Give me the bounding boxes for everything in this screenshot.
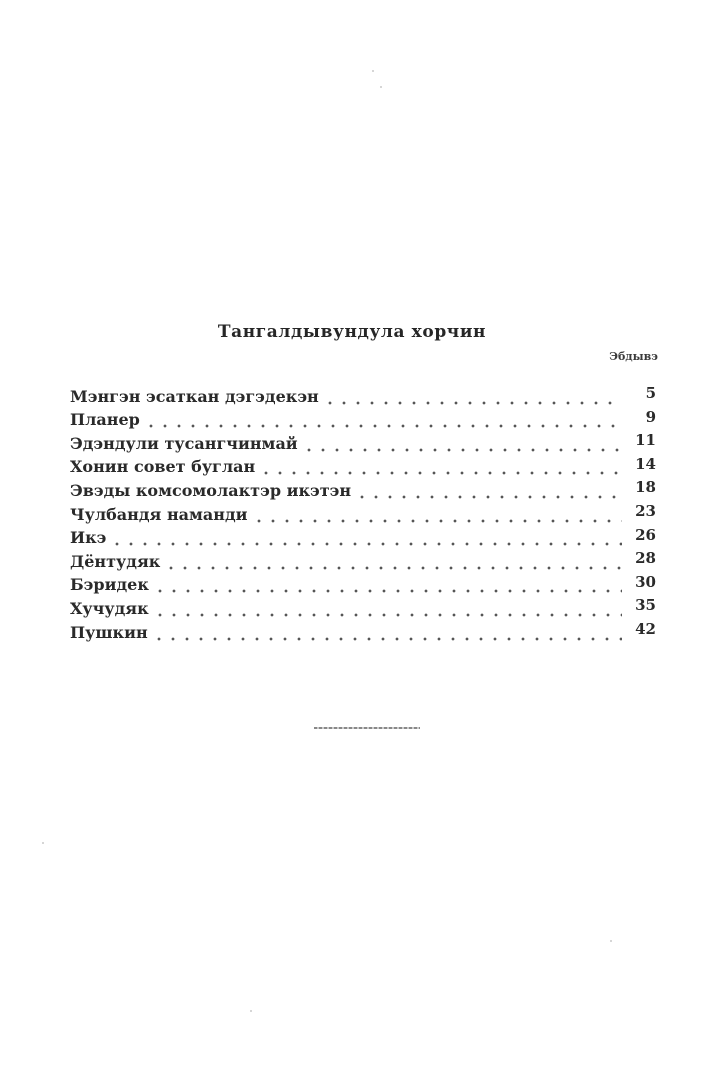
toc-entry <box>70 572 660 596</box>
paper-speck <box>380 86 382 88</box>
toc-entry-title: Эдэндули тусангчинмай <box>70 434 302 454</box>
toc-entry-page: 28 <box>635 549 656 568</box>
toc-entry-page: 26 <box>635 525 656 544</box>
page-column-label: Эбдывэ <box>609 350 658 363</box>
dot-leader <box>323 387 622 407</box>
dot-leader <box>152 623 622 643</box>
toc-entry <box>70 477 660 501</box>
paper-speck <box>610 940 612 942</box>
toc-entry <box>70 619 660 643</box>
toc-entry-page: 18 <box>635 478 656 497</box>
dot-leader <box>259 457 622 477</box>
paper-speck <box>42 842 44 844</box>
dot-leader <box>153 575 622 595</box>
end-divider <box>314 727 420 729</box>
toc-entry <box>70 595 660 619</box>
toc-entry-title: Хонин совет буглан <box>70 457 259 477</box>
toc-list <box>70 383 660 643</box>
toc-entry-title: Эвэды комсомолактэр икэтэн <box>70 481 355 501</box>
dot-leader <box>153 599 622 619</box>
toc-entry-page: 42 <box>635 619 656 638</box>
paper-speck <box>372 70 374 72</box>
dot-leader <box>355 481 622 501</box>
toc-entry <box>70 454 660 478</box>
toc-entry <box>70 525 660 549</box>
toc-entry <box>70 501 660 525</box>
toc-entry-page: 14 <box>635 454 656 473</box>
toc-entry <box>70 430 660 454</box>
dot-leader <box>144 410 622 430</box>
toc-entry-page: 9 <box>645 407 656 426</box>
dot-leader <box>302 434 622 454</box>
toc-entry <box>70 407 660 431</box>
toc-entry-page: 11 <box>635 431 656 450</box>
toc-entry-title: Мэнгэн эсаткан дэгэдекэн <box>70 387 323 407</box>
toc-entry-title: Бэридек <box>70 575 153 595</box>
toc-entry-page: 5 <box>645 384 656 402</box>
toc-entry <box>70 548 660 572</box>
toc-entry-page: 35 <box>635 596 656 615</box>
toc-heading: Тангалдывундула хорчин <box>217 322 487 342</box>
toc-entry-title: Пушкин <box>70 623 152 643</box>
toc-entry-title: Планер <box>70 410 144 430</box>
toc-entry-page: 23 <box>635 501 656 520</box>
toc-entry-title: Икэ <box>70 528 110 548</box>
dot-leader <box>252 505 622 525</box>
toc-entry <box>70 383 660 407</box>
dot-leader <box>110 528 622 548</box>
toc-entry-title: Чулбандя наманди <box>70 505 252 525</box>
dot-leader <box>164 552 622 572</box>
toc-entry-page: 30 <box>635 572 656 591</box>
toc-entry-title: Хучудяк <box>70 599 153 619</box>
paper-speck <box>250 1010 252 1012</box>
toc-entry-title: Дёнтудяк <box>70 552 164 572</box>
